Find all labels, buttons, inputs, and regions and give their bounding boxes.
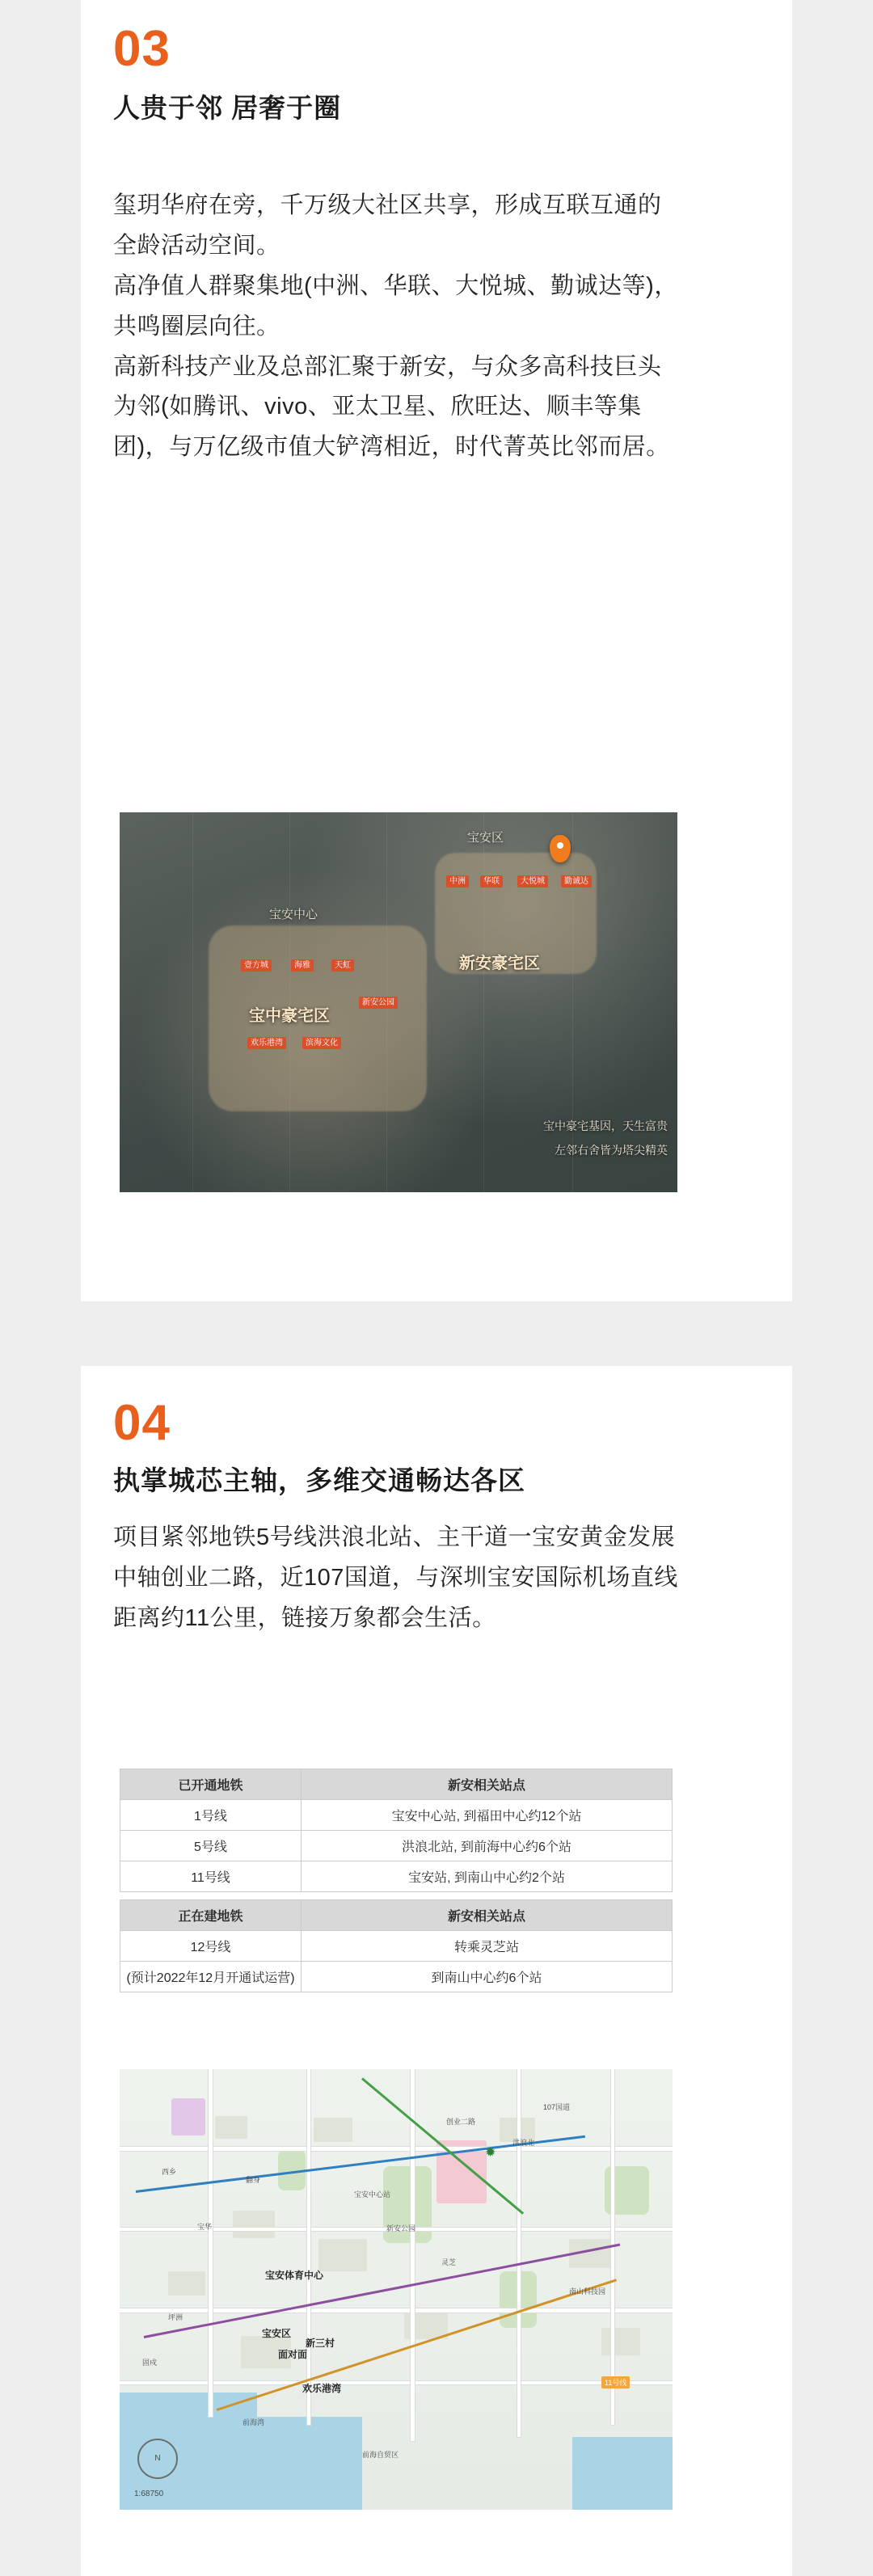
map-label-qianhaiwan: 前海湾 — [242, 2418, 265, 2426]
cell-line-12-stations: 到南山中心约6个站 — [302, 1962, 673, 1992]
map-badge-line-11: 11号线 — [601, 2376, 630, 2388]
map-tag-yifangcheng: 壹方城 — [241, 959, 272, 972]
map-tag-zhongzhou: 中洲 — [446, 875, 469, 887]
section-03-paragraph-3: 高新科技产业及总部汇聚于新安，与众多高科技巨头为邻(如腾讯、vivo、亚太卫星、欣旺达、顺丰等集团)，与万亿级市值大铲湾相近，时代菁英比邻而居。 — [113, 353, 670, 461]
table-row — [120, 1861, 673, 1892]
table-row — [120, 1800, 673, 1831]
aerial-neighborhood-map-image — [120, 812, 677, 1192]
section-03-paragraph-1: 玺玥华府在旁，千万级大社区共享，形成互联互通的全龄活动空间。 — [113, 192, 662, 259]
map-label-qianhai-free-trade: 前海自贸区 — [362, 2451, 399, 2459]
map-label-mian-dui-mian: 面对面 — [278, 2349, 308, 2360]
map-tag-tianhong: 天虹 — [331, 959, 354, 972]
map-label-xinan-park: 新安公园 — [386, 2224, 416, 2232]
map-tag-coastal-culture: 滨海文化 — [302, 1037, 341, 1049]
cell-line-1-stations: 宝安中心站, 到福田中心约12个站 — [302, 1800, 673, 1831]
location-pin-icon — [550, 835, 571, 862]
table-row — [120, 1831, 673, 1861]
map-scale-label: 1:68750 — [134, 2490, 164, 2498]
map-caption-2: 左邻右舍皆为塔尖精英 — [555, 1144, 668, 1157]
map-label-fanshen: 翻身 — [246, 2176, 261, 2184]
cell-line-5: 5号线 — [120, 1831, 302, 1861]
map-label-national-road-107: 107国道 — [543, 2103, 571, 2111]
cell-line-11-stations: 宝安站, 到南山中心约2个站 — [302, 1861, 673, 1892]
zone-label-baoan-district: 宝安区 — [467, 831, 504, 845]
map-label-gusi: 固戍 — [142, 2359, 158, 2367]
cell-line-12: 12号线 — [120, 1931, 302, 1962]
zone-label-baoan-center: 宝安中心 — [269, 908, 318, 921]
map-caption-1: 宝中豪宅基因，天生富贵 — [543, 1119, 668, 1132]
map-label-xinsancun: 新三村 — [306, 2338, 335, 2349]
table-header-row-opened — [120, 1769, 673, 1800]
zone-label-baozhong: 宝中豪宅区 — [249, 1007, 330, 1025]
map-tag-xinan-park: 新安公园 — [359, 997, 398, 1009]
map-label-chuangye-2nd-road: 创业二路 — [446, 2118, 476, 2126]
cell-line-5-stations: 洪浪北站, 到前海中心约6个站 — [302, 1831, 673, 1861]
map-tag-hualian: 华联 — [480, 875, 503, 887]
map-label-honglangbei: 洪浪北 — [512, 2139, 535, 2147]
transit-location-map-image — [120, 2069, 673, 2510]
map-label-nanshan-tech-park: 南山科技园 — [569, 2287, 606, 2296]
map-label-baohua: 宝华 — [197, 2223, 213, 2231]
map-label-pingzhou: 坪洲 — [168, 2313, 183, 2321]
metro-lines-table — [120, 1769, 673, 1992]
map-tag-haiya: 海雅 — [291, 959, 314, 972]
map-tag-joycity: 大悦城 — [517, 875, 548, 887]
section-04-paragraph-1: 项目紧邻地铁5号线洪浪北站、主干道一宝安黄金发展中轴创业二路，近107国道，与深圳宝安国际机场直线距离约11公里，链接万象都会生活。 — [113, 1524, 678, 1631]
header-related-stations-2: 新安相关站点 — [302, 1900, 673, 1931]
map-label-lingzhi: 灵芝 — [441, 2258, 457, 2266]
map-label-baoan-district: 宝安区 — [262, 2328, 292, 2339]
table-spacer — [120, 1892, 673, 1900]
cell-line-1: 1号线 — [120, 1800, 302, 1831]
section-title-04: 执掌城芯主轴，多维交通畅达各区 — [113, 1465, 525, 1495]
map-tag-happy-harbour: 欢乐港湾 — [247, 1037, 286, 1049]
section-03-paragraph-2: 高净值人群聚集地(中洲、华联、大悦城、勤诚达等)，共鸣圈层向往。 — [113, 272, 678, 339]
header-related-stations-1: 新安相关站点 — [302, 1769, 673, 1800]
section-number-04: 04 — [113, 1395, 171, 1451]
section-title-03: 人贵于邻 居奢于圈 — [113, 93, 342, 123]
map-label-baoan-sports-center: 宝安体育中心 — [265, 2270, 324, 2281]
map-label-baoan-center-station: 宝安中心站 — [354, 2190, 391, 2199]
header-building-metro: 正在建地铁 — [120, 1900, 302, 1931]
section-04-body — [113, 1518, 695, 1639]
map-tag-qinchengda: 勤诚达 — [561, 875, 592, 887]
cell-line-11: 11号线 — [120, 1861, 302, 1892]
map-label-happy-harbour: 欢乐港湾 — [302, 2383, 342, 2394]
table-header-row-building — [120, 1900, 673, 1931]
table-row — [120, 1962, 673, 1992]
section-03-body — [113, 186, 679, 468]
cell-line-12-note: (预计2022年12月开通试运营) — [120, 1962, 302, 1992]
table-row — [120, 1931, 673, 1962]
zone-label-xinan: 新安豪宅区 — [459, 955, 540, 972]
section-number-03: 03 — [113, 21, 171, 77]
map-label-xixiang: 西乡 — [162, 2168, 177, 2176]
compass-icon: N — [137, 2439, 178, 2479]
project-marker-icon: ✹ — [485, 2146, 496, 2160]
header-opened-metro: 已开通地铁 — [120, 1769, 302, 1800]
cell-line-12-transfer: 转乘灵芝站 — [302, 1931, 673, 1962]
